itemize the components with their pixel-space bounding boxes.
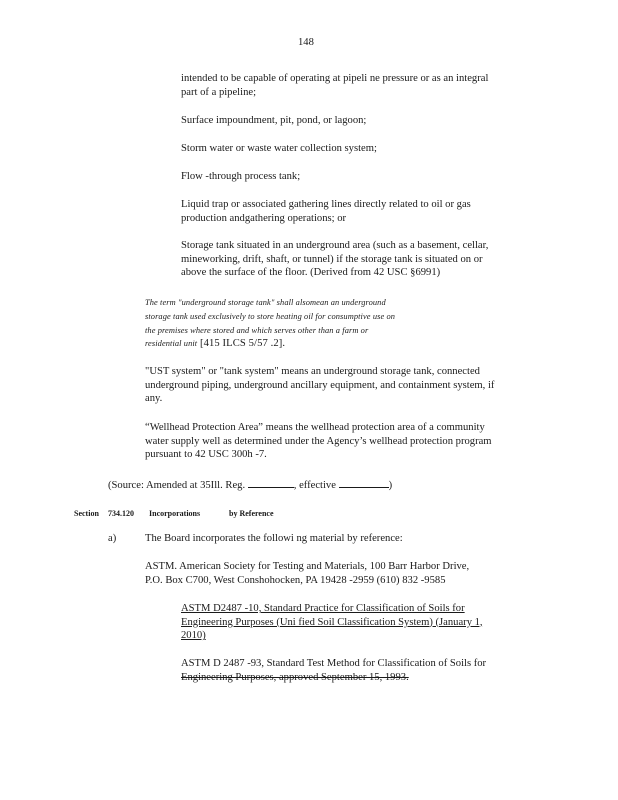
section-title-second: by Reference bbox=[229, 509, 274, 518]
definition-surface-impoundment bbox=[181, 114, 366, 128]
section-number: 734.120 bbox=[108, 509, 134, 518]
source-note bbox=[108, 477, 392, 493]
item-marker: a) bbox=[108, 533, 117, 544]
text-line: mineworking, drift, shaft, or tunnel) if the storage tank is situated on or bbox=[181, 253, 483, 265]
section-title-first: Incorporations bbox=[149, 509, 201, 518]
text-line: part of a pipeline; bbox=[181, 86, 257, 98]
text-line: ASTM D2487 -10, Standard Practice for Classification of Soils for bbox=[181, 603, 465, 614]
text-line: Storage tank situated in an underground area (such as a basement, cellar, bbox=[181, 240, 489, 251]
text-line: ASTM D 2487 -93, Standard Test Method for Classification of Soils for bbox=[181, 658, 487, 669]
text-line: underground piping, underground ancillary equipment, and containment system, if bbox=[145, 379, 495, 391]
text-line: 2010) bbox=[181, 630, 206, 642]
text-line: Engineering Purposes (Uni fied Soil Classification System) (January 1, bbox=[181, 616, 483, 628]
source-mid: , effective bbox=[293, 480, 336, 491]
effective-date-blank bbox=[339, 477, 389, 488]
text-line: Storm water or waste water collection system; bbox=[181, 143, 377, 154]
item-text: The Board incorporates the followi ng material by reference: bbox=[145, 533, 403, 544]
underground-storage-tank-note bbox=[145, 296, 395, 351]
text-line: "UST system" or "tank system" means an underground storage tank, connected bbox=[145, 366, 480, 377]
source-suffix: ) bbox=[388, 480, 393, 491]
text-line: Flow -through process tank; bbox=[181, 171, 301, 182]
section-label: Section bbox=[74, 509, 99, 518]
definition-flow-through bbox=[181, 170, 300, 184]
text-line: water supply well as determined under the Agency’s wellhead protection program bbox=[145, 435, 492, 447]
text-line: The term "underground storage tank" shall alsomean an underground bbox=[145, 298, 386, 307]
source-prefix: (Source: Amended at 35Ill. Reg. bbox=[108, 480, 246, 491]
astm-address bbox=[145, 560, 469, 587]
text-line: any. bbox=[145, 393, 163, 405]
text-line: “Wellhead Protection Area” means the wellhead protection area of a community bbox=[145, 422, 485, 433]
text-line: the premises where stored and which serves other than a farm or bbox=[145, 325, 369, 335]
definition-ust-system bbox=[145, 365, 494, 406]
standard-deleted bbox=[181, 657, 486, 684]
standard-added-underlined bbox=[181, 602, 483, 643]
text-line: above the surface of the floor. (Derived from 42 USC §6991) bbox=[181, 267, 441, 279]
definition-liquid-trap bbox=[181, 198, 471, 225]
text-line: storage tank used exclusively to store heating oil for consumptive use on bbox=[145, 311, 396, 321]
text-line: pursuant to 42 USC 300h -7. bbox=[145, 449, 267, 461]
definition-underground-area bbox=[181, 239, 488, 280]
text-line: Surface impoundment, pit, pond, or lagoon; bbox=[181, 115, 367, 126]
volume-blank bbox=[248, 477, 294, 488]
note-italic-tail: residential unit bbox=[145, 339, 198, 349]
text-line: Liquid trap or associated gathering lines directly related to oil or gas bbox=[181, 199, 471, 210]
strikethrough-line: Engineering Purposes, approved September 15, 1993. bbox=[181, 671, 409, 683]
text-line bbox=[145, 337, 395, 351]
text-line: ASTM. American Society for Testing and Materials, 100 Barr Harbor Drive, bbox=[145, 561, 470, 572]
statute-citation: [415 ILCS 5/57 .2]. bbox=[197, 338, 286, 350]
text-line: P.O. Box C700, West Conshohocken, PA 19428 -2959 (610) 832 -9585 bbox=[145, 574, 446, 586]
definition-storm-water bbox=[181, 142, 377, 156]
text-line: intended to be capable of operating at pipeli ne pressure or as an integral bbox=[181, 73, 489, 84]
page-number: 148 bbox=[298, 37, 314, 48]
text-line: production andgathering operations; or bbox=[181, 212, 347, 224]
definition-pipeline-pressure bbox=[181, 72, 488, 99]
definition-wellhead-protection-area bbox=[145, 421, 492, 462]
